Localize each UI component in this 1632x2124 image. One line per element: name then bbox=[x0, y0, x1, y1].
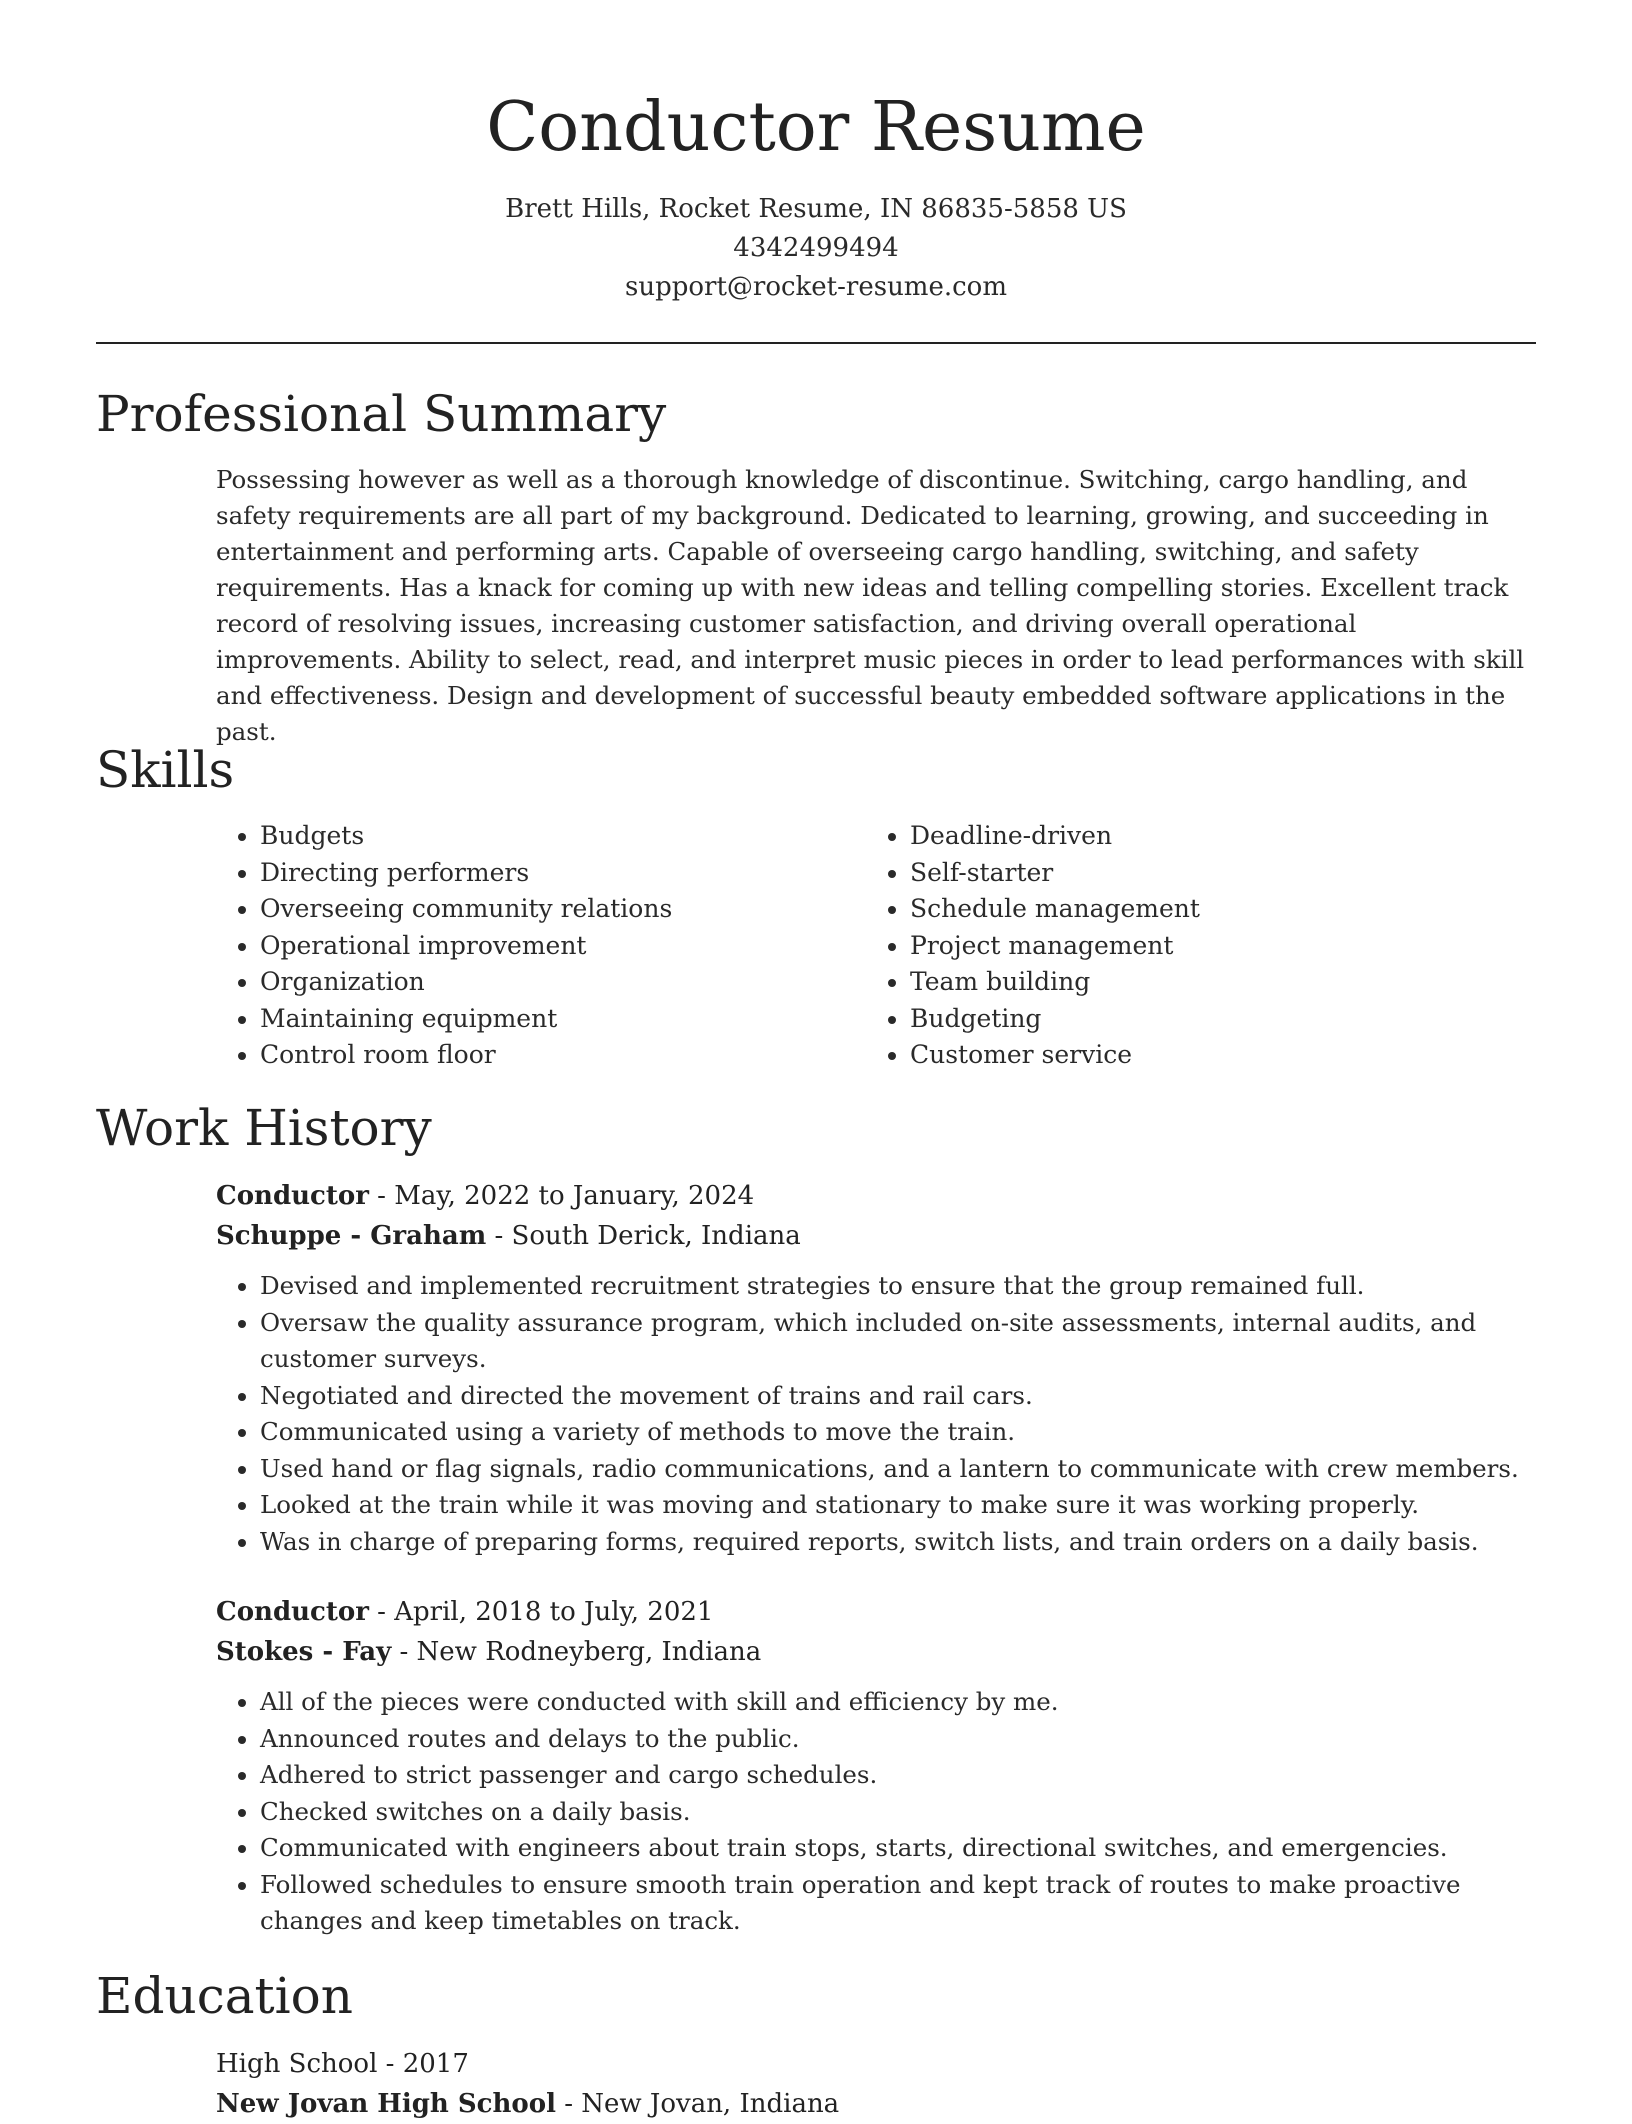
skill-item: • Operational improvement bbox=[260, 928, 856, 965]
skill-item: • Schedule management bbox=[910, 891, 1506, 928]
job-duty: • Used hand or flag signals, radio communications, and a lantern to communicate with crew members. bbox=[260, 1451, 1536, 1488]
education-school-line bbox=[216, 2084, 1536, 2124]
resume-header bbox=[96, 80, 1536, 307]
contact-info bbox=[96, 190, 1536, 307]
job-company: Stokes - Fay bbox=[216, 1637, 392, 1667]
summary-text: Possessing however as well as a thorough knowledge of discontinue. Switching, cargo handling, and safety requirements are all part of my background. Dedicated to learning, growing, and succeeding in entertainment and performing arts. Capable of overseeing cargo handling, switching, and safety requirements. Has a knack for coming up with new ideas and telling compelling stories. Excellent track record of resolving issues, increasing customer satisfaction, and driving overall operational improvements. Ability to select, read, and interpret music pieces in order to lead performances with skill and effectiveness. Design and development of successful beauty embedded software applications in the past. bbox=[216, 465, 1525, 746]
job-duty: • Checked switches on a daily basis. bbox=[260, 1794, 1536, 1831]
skills-heading: Skills bbox=[96, 741, 235, 799]
education-entry bbox=[216, 2044, 1536, 2124]
job-duty: • Oversaw the quality assurance program, which included on-site assessments, internal audits, and customer surveys. bbox=[260, 1305, 1536, 1378]
skills-column-right bbox=[866, 818, 1506, 1074]
job-duty: • Announced routes and delays to the public. bbox=[260, 1721, 1536, 1758]
job-duty: • Communicated with engineers about train stops, starts, directional switches, and emergencies. bbox=[260, 1830, 1536, 1867]
skill-item: • Budgets bbox=[260, 818, 856, 855]
job-duties-list bbox=[216, 1268, 1536, 1560]
job-company: Schuppe - Graham bbox=[216, 1221, 487, 1251]
skill-item: • Organization bbox=[260, 964, 856, 1001]
job-dates: - May, 2022 to January, 2024 bbox=[368, 1181, 755, 1211]
job-entry bbox=[216, 1592, 1536, 1940]
skill-item: • Team building bbox=[910, 964, 1506, 1001]
contact-phone: 4342499494 bbox=[733, 233, 899, 263]
job-location: - New Rodneyberg, Indiana bbox=[391, 1637, 762, 1667]
job-duty: • Devised and implemented recruitment strategies to ensure that the group remained full. bbox=[260, 1268, 1536, 1305]
skill-item: • Customer service bbox=[910, 1037, 1506, 1074]
contact-address: Brett Hills, Rocket Resume, IN 86835-5858 US bbox=[505, 194, 1127, 224]
skills-column-left bbox=[216, 818, 856, 1074]
contact-email: support@rocket-resume.com bbox=[624, 272, 1007, 302]
skill-item: • Deadline-driven bbox=[910, 818, 1506, 855]
education-heading: Education bbox=[96, 1967, 353, 2025]
skills-list-right bbox=[866, 818, 1506, 1074]
skill-item: • Self-starter bbox=[910, 855, 1506, 892]
skill-item: • Control room floor bbox=[260, 1037, 856, 1074]
summary-section bbox=[216, 462, 1536, 750]
job-title: Conductor bbox=[216, 1181, 369, 1211]
education-school: New Jovan High School bbox=[216, 2089, 556, 2119]
job-duties-list bbox=[216, 1684, 1536, 1940]
job-duty: • Looked at the train while it was moving and stationary to make sure it was working properly. bbox=[260, 1487, 1536, 1524]
job-company-line bbox=[216, 1216, 1536, 1256]
job-duty: • Was in charge of preparing forms, required reports, switch lists, and train orders on a daily basis. bbox=[260, 1524, 1536, 1561]
resume-title: Conductor Resume bbox=[486, 88, 1146, 167]
job-duty: • Followed schedules to ensure smooth train operation and kept track of routes to make proactive changes and keep timetables on track. bbox=[260, 1867, 1536, 1940]
education-location: - New Jovan, Indiana bbox=[555, 2089, 840, 2119]
skill-item: • Project management bbox=[910, 928, 1506, 965]
job-duty: • Negotiated and directed the movement of trains and rail cars. bbox=[260, 1378, 1536, 1415]
education-year: - 2017 bbox=[377, 2049, 469, 2079]
job-title-line bbox=[216, 1592, 1536, 1632]
summary-heading: Professional Summary bbox=[96, 385, 667, 443]
skill-item: • Maintaining equipment bbox=[260, 1001, 856, 1038]
skills-list-left bbox=[216, 818, 856, 1074]
job-duty: • Communicated using a variety of methods to move the train. bbox=[260, 1414, 1536, 1451]
work-history-heading: Work History bbox=[96, 1099, 432, 1157]
header-divider bbox=[96, 342, 1536, 344]
education-degree: High School bbox=[216, 2049, 378, 2079]
education-degree-line bbox=[216, 2044, 1536, 2084]
job-title-line bbox=[216, 1176, 1536, 1216]
job-entry bbox=[216, 1176, 1536, 1560]
job-duty: • All of the pieces were conducted with skill and efficiency by me. bbox=[260, 1684, 1536, 1721]
job-title: Conductor bbox=[216, 1597, 369, 1627]
job-dates: - April, 2018 to July, 2021 bbox=[368, 1597, 714, 1627]
job-company-line bbox=[216, 1632, 1536, 1672]
skill-item: • Overseeing community relations bbox=[260, 891, 856, 928]
skill-item: • Budgeting bbox=[910, 1001, 1506, 1038]
job-location: - South Derick, Indiana bbox=[486, 1221, 801, 1251]
job-duty: • Adhered to strict passenger and cargo schedules. bbox=[260, 1757, 1536, 1794]
skill-item: • Directing performers bbox=[260, 855, 856, 892]
